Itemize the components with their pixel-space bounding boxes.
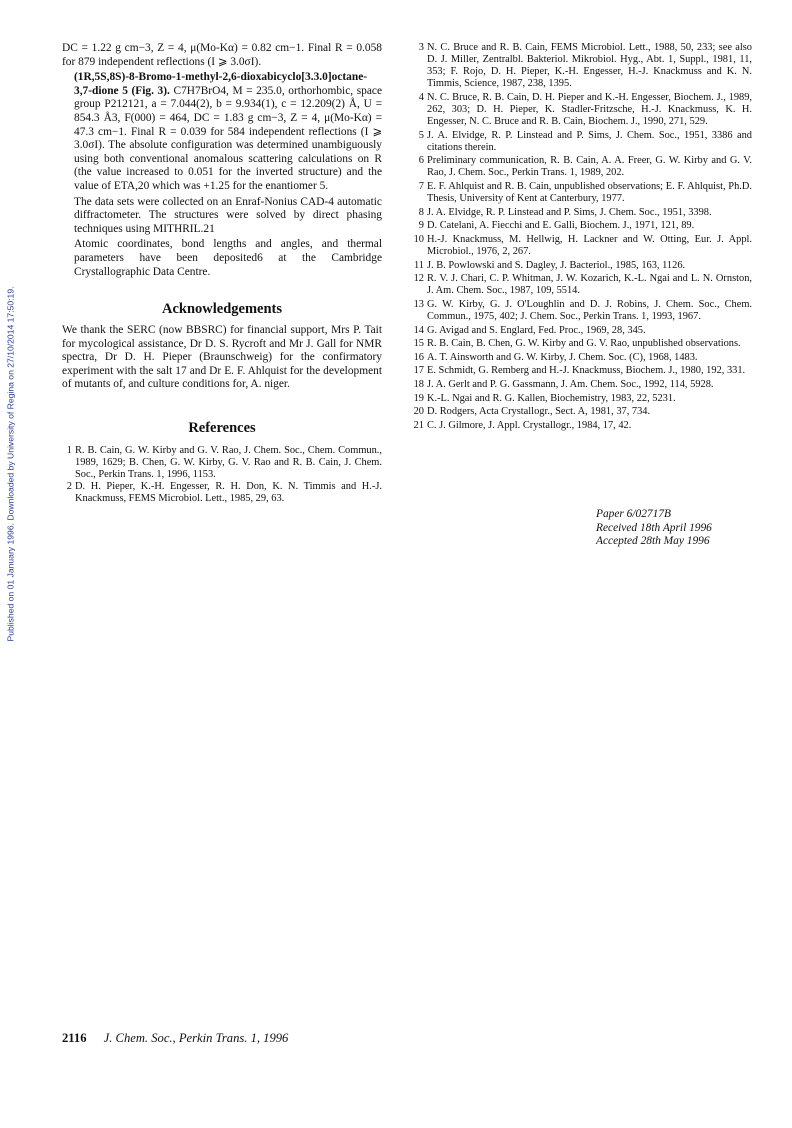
reference-text: G. Avigad and S. Englard, Fed. Proc., 1969, 28, 345. [427,324,646,336]
reference-number: 20 [413,406,424,418]
reference-number: 8 [418,206,424,218]
reference-number: 18 [413,378,424,390]
reference-number: 4 [418,91,424,103]
reference-number: 7 [418,181,424,193]
reference-item [410,130,752,154]
reference-text: A. T. Ainsworth and G. W. Kirby, J. Chem. Soc. (C), 1968, 1483. [427,351,698,363]
reference-number: 5 [418,129,424,141]
reference-number: 16 [413,351,424,363]
reference-item [410,299,752,323]
reference-item [410,365,752,377]
reference-number: 3 [418,42,424,53]
reference-number: 12 [413,273,424,285]
reference-text: R. V. J. Chari, C. P. Whitman, J. W. Kozarich, K.-L. Ngai and L. N. Ornston, J. Am. Chem. Soc., 1987, 109, 5514. [427,273,752,297]
reference-number: 1 [66,445,72,457]
deposition-paragraph: Atomic coordinates, bond lengths and angles, and thermal parameters have been deposited6 at the Cambridge Crystallographic Data Centre. [74,238,382,278]
acknowledgements-text: We thank the SERC (now BBSRC) for financial support, Mrs P. Tait for mycological assistance, Dr D. S. Rycroft and Mr J. Gall for NMR spectra, Dr D. H. Pieper (Braunschweig) for the confirmatory experiment with the salt 17 and Dr E. F. Ahlquist for the development of mutants of, and culture conditions for, A. niger. [62,324,382,391]
reference-item [410,42,752,90]
reference-item [410,181,752,205]
reference-text: D. Rodgers, Acta Crystallogr., Sect. A, 1981, 37, 734. [427,406,651,418]
reference-text: N. C. Bruce and R. B. Cain, FEMS Microbiol. Lett., 1988, 50, 233; see also D. J. Miller, Zentralbl. Bakteriol. Mikrobiol. Hyg., Abt. 1, Suppl., 1981, 11, 353; F. Rojo, D. H. Pieper, K.-H. Engesser, H.-J. Knackmuss and K. N. Timmis, Science, 1987, 238, 1395. [427,42,752,90]
reference-text: R. B. Cain, B. Chen, G. W. Kirby and G. V. Rao, unpublished observations. [427,338,741,350]
reference-number: 2 [66,481,72,493]
reference-item [62,445,382,481]
reference-text: J. A. Elvidge, R. P. Linstead and P. Sims, J. Chem. Soc., 1951, 3398. [427,206,712,218]
reference-text: E. Schmidt, G. Remberg and H.-J. Knackmuss, Biochem. J., 1980, 192, 331. [427,365,746,377]
reference-text: D. H. Pieper, K.-H. Engesser, R. H. Don, K. N. Timmis and H.-J. Knackmuss, FEMS Microbiol. Lett., 1985, 29, 63. [75,481,382,505]
reference-text: G. W. Kirby, G. J. O'Loughlin and D. J. Robins, J. Chem. Soc., Chem. Commun., 1975, 402; J. Chem. Soc., Perkin Trans. 1, 1993, 1967. [427,298,752,322]
acknowledgements-heading: Acknowledgements [161,301,283,318]
received-date: Received 18th April 1996 [596,521,712,534]
reference-number: 17 [413,365,424,377]
reference-item [410,220,752,232]
reference-text: H.-J. Knackmuss, M. Hellwig, H. Lackner and W. Otting, Eur. J. Appl. Microbiol., 1976, 2, 267. [427,233,752,257]
data-collection-paragraph: The data sets were collected on an Enraf-Nonius CAD-4 automatic diffractometer. The structures were solved by direct phasing techniques using MITHRIL.21 [74,195,382,235]
reference-item [410,92,752,128]
reference-number: 15 [413,338,424,350]
reference-text: R. B. Cain, G. W. Kirby and G. V. Rao, J. Chem. Soc., Chem. Commun., 1989, 1629; B. Chen, G. W. Kirby, G. V. Rao and R. B. Cain, J. Chem. Soc., Perkin Trans. 1, 1996, 1153. [75,445,382,481]
download-notice [3,265,17,663]
reference-text: N. C. Bruce, R. B. Cain, D. H. Pieper and K.-H. Engesser, Biochem. J., 1989, 262, 303; D. H. Pieper, K. Stadler-Fritzsche, H.-J. Knackmuss, K. H. Engesser, N. C. Bruce and R. B. Cain, Biochem. J., 1990, 271, 529. [427,91,752,128]
compound-5-data: C7H7BrO4, M = 235.0, orthorhombic, space group P212121, a = 7.044(2), b = 9.934(1), c = 12.209(2) Å, U = 854.3 Å3, F(000) = 464, DC = 1.83 g cm−3, Z = 4, μ(Mo-Kα) = 47.3 cm−1. Final R = 0.039 for 584 independent reflections (I ⩾ 3.0σI). The absolute configuration was determined unambiguously using both conventional anomalous scattering calculations on R (the value increased to 0.051 for the inverted structure) and the value of ETA,20 which was +1.25 for the enantiomer 5. [74,84,382,192]
page-footer [62,1031,288,1046]
crystal-data-paragraph: DC = 1.22 g cm−3, Z = 4, μ(Mo-Kα) = 0.82 cm−1. Final R = 0.058 for 879 independent reflections (I ⩾ 3.0σI). [62,42,382,68]
reference-item [410,420,752,432]
journal-name: J. Chem. Soc., Perkin Trans. 1, 1996 [103,1031,289,1045]
reference-text: J. B. Powlowski and S. Dagley, J. Bacteriol., 1985, 163, 1126. [427,259,686,271]
reference-number: 14 [413,324,424,336]
download-notice-text: Published on 01 January 1996. Downloaded by University of Regina on 27/10/2014 17:50:19. [5,286,16,642]
reference-item [410,406,752,418]
reference-text: Preliminary communication, R. B. Cain, A. A. Freer, G. W. Kirby and G. V. Rao, J. Chem. Soc., Perkin Trans. 1, 1989, 202. [427,155,752,179]
reference-text: J. A. Gerlt and P. G. Gassmann, J. Am. Chem. Soc., 1992, 114, 5928. [427,378,714,390]
reference-item [410,234,752,258]
reference-item [410,379,752,391]
compound-5-paragraph [62,71,382,193]
reference-item [410,273,752,297]
reference-number: 11 [413,259,424,271]
reference-item [410,325,752,337]
reference-number: 9 [418,220,424,232]
paper-info [596,508,752,549]
reference-text: K.-L. Ngai and R. G. Kallen, Biochemistry, 1983, 22, 5231. [427,392,676,404]
reference-item [410,393,752,405]
references-list-left [62,445,382,505]
reference-text: J. A. Elvidge, R. P. Linstead and P. Sims, J. Chem. Soc., 1951, 3386 and citations therein. [427,129,752,153]
references-heading: References [188,420,256,437]
reference-item [410,155,752,179]
paper-number: Paper 6/02717B [596,508,671,520]
reference-item [410,352,752,364]
reference-number: 10 [413,233,424,245]
compound-5-name: (1R,5S,8S)-8-Bromo-1-methyl-2,6-dioxabicyclo[3.3.0]octane-3,7-dione 5 (Fig. 3). [74,71,368,97]
reference-item [410,207,752,219]
page-number: 2116 [62,1031,87,1045]
reference-number: 13 [413,298,424,310]
reference-text: D. Catelani, A. Fiecchi and E. Galli, Biochem. J., 1971, 121, 89. [427,220,695,232]
reference-number: 19 [413,392,424,404]
reference-text: E. F. Ahlquist and R. B. Cain, unpublished observations; E. F. Ahlquist, Ph.D. Thesis, University of Kent at Canterbury, 1977. [427,181,752,205]
right-column [410,42,752,433]
reference-text: C. J. Gilmore, J. Appl. Crystallogr., 1984, 17, 42. [427,419,632,431]
reference-item [62,481,382,505]
left-column [62,42,382,506]
reference-item [410,260,752,272]
reference-number: 21 [413,419,424,431]
accepted-date: Accepted 28th May 1996 [596,535,710,547]
reference-number: 6 [418,155,424,167]
reference-item [410,338,752,350]
